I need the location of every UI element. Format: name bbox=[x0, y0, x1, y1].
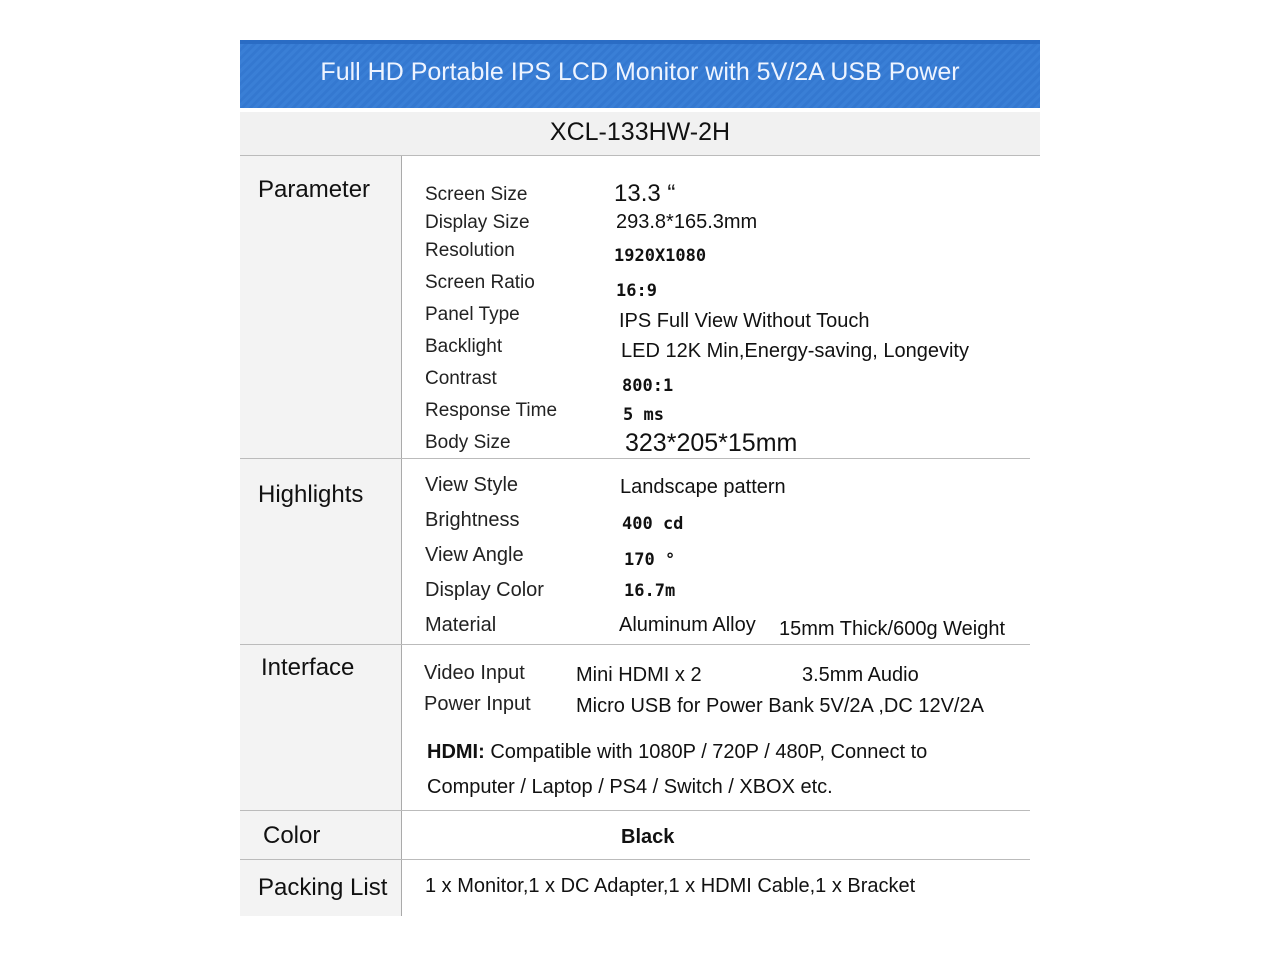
spec-key: Resolution bbox=[425, 240, 515, 261]
hdmi-note-line1 bbox=[427, 741, 927, 764]
spec-key: Response Time bbox=[425, 400, 558, 421]
spec-key: Backlight bbox=[425, 336, 503, 357]
color-value: Black bbox=[621, 826, 675, 848]
label-column bbox=[240, 156, 402, 916]
banner-title: Full HD Portable IPS LCD Monitor with 5V/2A USB Power bbox=[320, 58, 960, 86]
section-label-highlights: Highlights bbox=[258, 481, 364, 508]
spec-key: Panel Type bbox=[425, 304, 520, 325]
spec-key: View Angle bbox=[425, 544, 524, 566]
divider bbox=[240, 859, 1030, 860]
spec-value: 16.7m bbox=[624, 581, 676, 601]
spec-key: Screen Size bbox=[425, 184, 528, 205]
spec-value: 16:9 bbox=[616, 281, 657, 301]
spec-value: Micro USB for Power Bank 5V/2A ,DC 12V/2A bbox=[576, 695, 984, 717]
packing-list-value: 1 x Monitor,1 x DC Adapter,1 x HDMI Cable,1 x Bracket bbox=[425, 875, 916, 897]
spec-value-secondary: 3.5mm Audio bbox=[802, 664, 919, 686]
spec-value-secondary: 15mm Thick/600g Weight bbox=[779, 618, 1006, 640]
spec-key: Display Size bbox=[425, 212, 530, 233]
section-label-interface: Interface bbox=[261, 654, 355, 681]
spec-value: Mini HDMI x 2 bbox=[576, 664, 702, 686]
section-label-packing-list: Packing List bbox=[258, 874, 388, 901]
spec-key: Body Size bbox=[425, 432, 511, 453]
section-label-parameter: Parameter bbox=[258, 176, 371, 203]
spec-key: Display Color bbox=[425, 579, 544, 601]
spec-key: Screen Ratio bbox=[425, 272, 535, 293]
divider bbox=[240, 644, 1030, 645]
spec-value: Landscape pattern bbox=[620, 476, 786, 498]
spec-value: 170 ° bbox=[624, 550, 676, 570]
spec-value: 5 ms bbox=[623, 405, 664, 425]
spec-key: Brightness bbox=[425, 509, 520, 531]
divider bbox=[240, 810, 1030, 811]
section-label-color: Color bbox=[263, 822, 321, 849]
spec-key: Video Input bbox=[424, 662, 525, 684]
spec-value: IPS Full View Without Touch bbox=[619, 310, 870, 332]
hdmi-note-label: HDMI: bbox=[427, 741, 485, 763]
spec-value: 1920X1080 bbox=[614, 246, 707, 266]
spec-value: 293.8*165.3mm bbox=[616, 211, 758, 233]
spec-value: 13.3 “ bbox=[614, 180, 676, 207]
divider bbox=[240, 458, 1030, 459]
spec-key: Material bbox=[425, 614, 497, 636]
spec-value: LED 12K Min,Energy-saving, Longevity bbox=[621, 340, 969, 362]
spec-key: View Style bbox=[425, 474, 519, 496]
spec-value: 400 cd bbox=[622, 514, 684, 534]
model-number: XCL-133HW-2H bbox=[549, 118, 731, 146]
spec-value: 800:1 bbox=[622, 376, 674, 396]
hdmi-note-text: Compatible with 1080P / 720P / 480P, Connect to bbox=[484, 741, 928, 763]
spec-value: 323*205*15mm bbox=[625, 429, 798, 457]
hdmi-note-line2: Computer / Laptop / PS4 / Switch / XBOX etc. bbox=[427, 776, 833, 798]
spec-key: Contrast bbox=[425, 368, 497, 389]
spec-value: Aluminum Alloy bbox=[619, 614, 756, 636]
spec-key: Power Input bbox=[424, 693, 531, 715]
